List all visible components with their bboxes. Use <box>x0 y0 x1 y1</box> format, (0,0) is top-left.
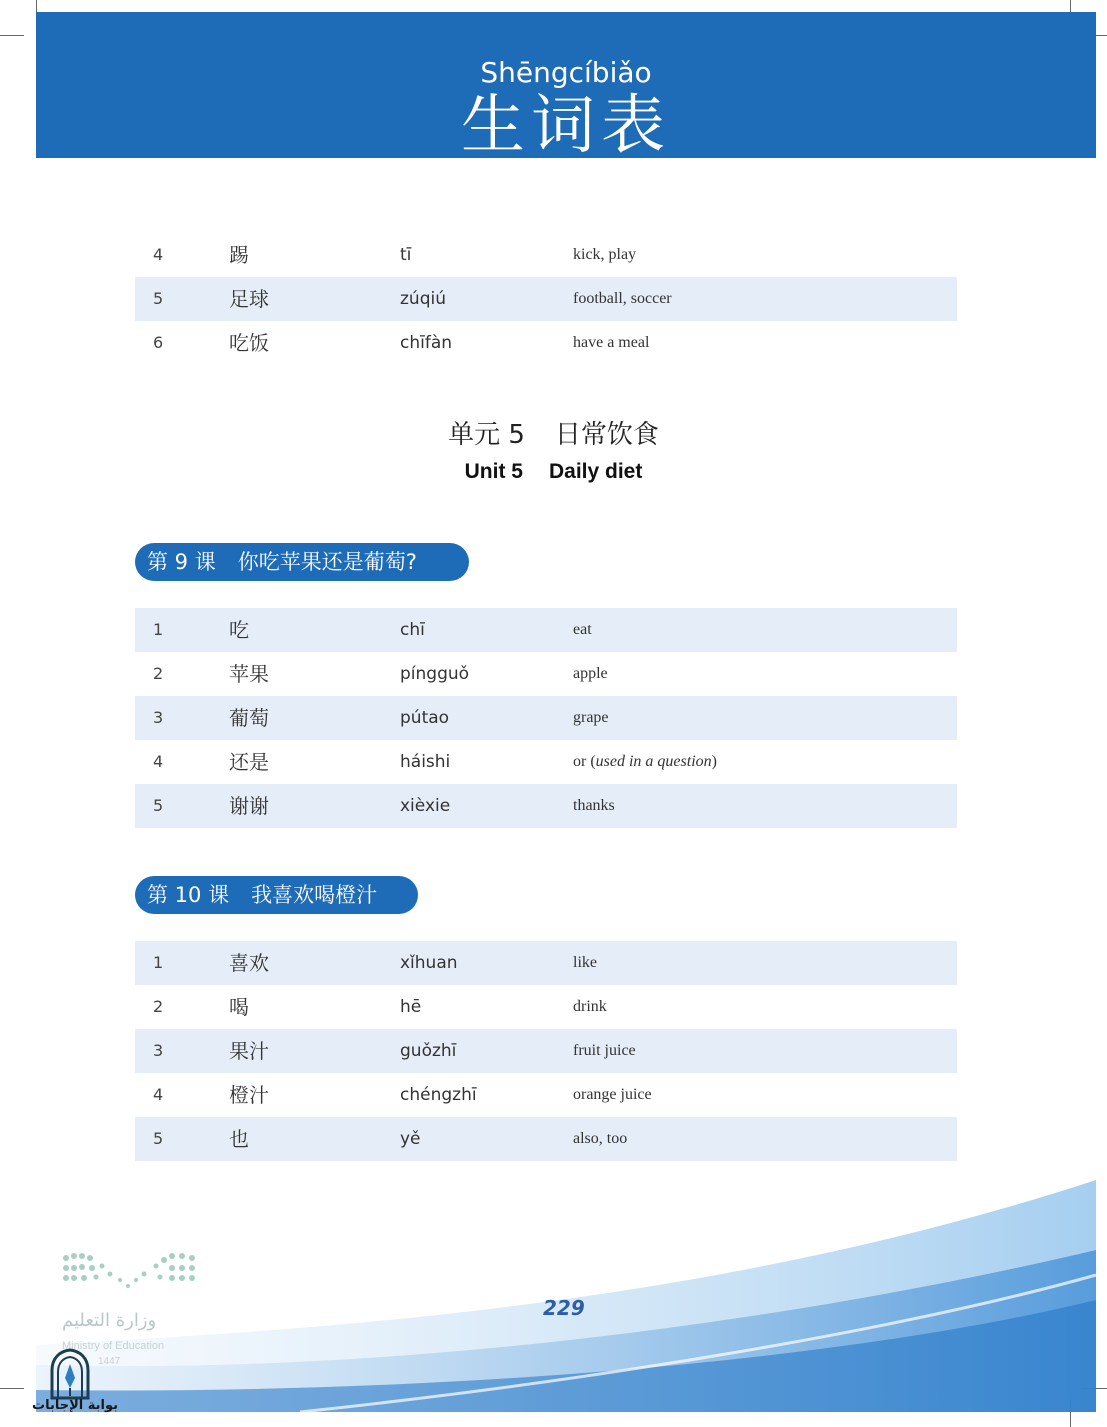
row-number: 4 <box>153 1085 164 1104</box>
row-english: football, soccer <box>573 290 672 307</box>
row-english: have a meal <box>573 334 650 351</box>
lesson-title: 我喜欢喝橙汁 <box>251 883 378 907</box>
vocabulary-header-banner <box>36 12 1096 163</box>
row-number: 5 <box>153 289 164 308</box>
lesson-10-heading <box>135 876 418 914</box>
row-pinyin: chīfàn <box>400 333 453 353</box>
lesson-9-heading <box>135 543 469 581</box>
answers-portal-logo-icon <box>48 1348 92 1400</box>
table-row <box>135 1029 957 1073</box>
row-number: 3 <box>153 1041 164 1060</box>
row-hanzi: 喝 <box>229 995 249 1019</box>
table-row <box>135 696 957 740</box>
row-number: 1 <box>153 620 164 639</box>
row-english: fruit juice <box>573 1042 636 1059</box>
row-english: also, too <box>573 1130 628 1147</box>
row-number: 5 <box>153 796 164 815</box>
row-hanzi: 踢 <box>229 243 249 267</box>
row-pinyin: píngguǒ <box>400 664 470 684</box>
ministry-name-english: Ministry of Education <box>62 1340 165 1352</box>
row-pinyin: hē <box>400 997 422 1017</box>
row-number: 6 <box>153 333 164 352</box>
row-hanzi: 果汁 <box>229 1039 269 1063</box>
row-hanzi: 也 <box>229 1127 249 1151</box>
table-row <box>135 277 957 321</box>
table-row <box>135 321 957 365</box>
row-number: 4 <box>153 752 164 771</box>
row-english: grape <box>573 709 609 726</box>
lesson-title: 你吃苹果还是葡萄? <box>237 550 417 574</box>
row-number: 2 <box>153 664 164 683</box>
unit-title-en: Daily diet <box>548 460 643 483</box>
vocab-table-top <box>135 233 957 365</box>
row-number: 4 <box>153 245 164 264</box>
row-number: 2 <box>153 997 164 1016</box>
answers-portal-text: بوابة الإجابات <box>32 1398 118 1413</box>
vocab-table-lesson-9 <box>135 608 957 828</box>
header-pinyin: Shēngcíbiǎo <box>480 56 652 89</box>
row-english: eat <box>573 621 592 638</box>
table-row <box>135 740 957 784</box>
row-hanzi: 谢谢 <box>229 794 269 818</box>
unit-label-cn: 单元 5 <box>448 420 525 450</box>
row-pinyin: guǒzhī <box>400 1041 457 1061</box>
lesson-label: 第 10 课 <box>147 883 230 907</box>
table-row <box>135 784 957 828</box>
table-row <box>135 941 957 985</box>
table-row <box>135 1117 957 1161</box>
row-hanzi: 葡萄 <box>229 706 269 730</box>
row-english: orange juice <box>573 1086 652 1103</box>
row-hanzi: 吃 <box>229 618 249 642</box>
row-pinyin: yě <box>400 1129 421 1149</box>
english-text: or ( <box>573 753 596 770</box>
crop-mark <box>0 35 24 36</box>
vocab-table-lesson-10 <box>135 941 957 1161</box>
table-row <box>135 233 957 277</box>
row-pinyin: chéngzhī <box>400 1085 477 1105</box>
row-number: 1 <box>153 953 164 972</box>
row-pinyin: chī <box>400 620 425 640</box>
table-row <box>135 1073 957 1117</box>
row-pinyin: tī <box>400 245 412 265</box>
row-pinyin: háishi <box>400 752 451 772</box>
ministry-year: 1447 <box>98 1356 121 1367</box>
row-hanzi: 还是 <box>229 750 269 774</box>
table-row <box>135 608 957 652</box>
row-english: kick, play <box>573 246 637 263</box>
row-english: thanks <box>573 797 615 814</box>
row-number: 5 <box>153 1129 164 1148</box>
row-number: 3 <box>153 708 164 727</box>
unit-heading-chinese <box>0 414 1107 451</box>
unit-label-en: Unit 5 <box>464 460 523 483</box>
page-number: 229 <box>543 1296 585 1320</box>
english-usage-note: used in a question <box>595 753 712 770</box>
row-english: apple <box>573 665 608 682</box>
row-hanzi: 喜欢 <box>229 951 269 975</box>
row-hanzi: 足球 <box>229 287 269 311</box>
english-text: ) <box>711 753 717 770</box>
lesson-label: 第 9 课 <box>147 550 216 574</box>
row-pinyin: xǐhuan <box>400 953 458 973</box>
table-row <box>135 985 957 1029</box>
unit-title-cn: 日常饮食 <box>554 420 659 450</box>
row-pinyin: xièxie <box>400 796 451 816</box>
header-hanzi: 生词表 <box>461 89 671 163</box>
unit-heading-english <box>0 460 1107 484</box>
row-hanzi: 苹果 <box>229 662 269 686</box>
row-hanzi: 橙汁 <box>229 1083 269 1107</box>
row-pinyin: pútao <box>400 708 450 728</box>
ministry-name-arabic: وزارة التعليم <box>62 1310 157 1331</box>
row-hanzi: 吃饭 <box>229 331 269 355</box>
row-english <box>573 740 717 784</box>
row-english: drink <box>573 998 607 1015</box>
table-row <box>135 652 957 696</box>
row-english: like <box>573 954 597 971</box>
row-pinyin: zúqiú <box>400 289 446 309</box>
